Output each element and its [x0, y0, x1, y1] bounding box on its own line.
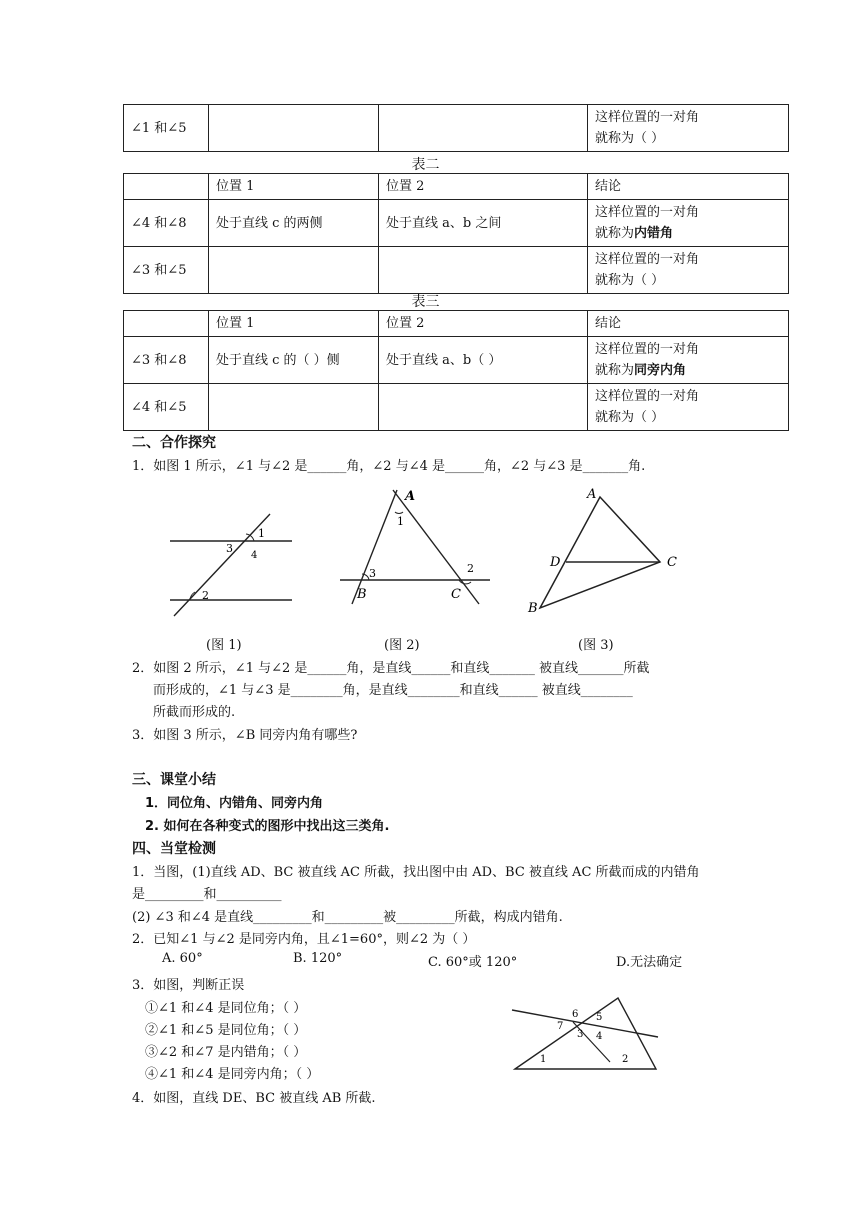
section3-item-1: 1．同位角、内错角、同旁内角: [145, 796, 324, 811]
conclusion-line: 就称为（ ）: [595, 131, 665, 146]
table-cell-conclusion: [588, 200, 789, 247]
table-cell-pos1: [209, 384, 379, 431]
section3-item-2: 2. 如何在各种变式的图形中找出这三类角.: [145, 819, 390, 834]
table-header-cell: [124, 311, 209, 337]
figure-4: [510, 992, 665, 1074]
section4-q2-option-c: C. 60°或 120°: [428, 955, 518, 970]
conclusion-prefix: 就称为: [595, 226, 635, 241]
section4-q2-option-b: B. 120°: [293, 951, 343, 966]
table3: [123, 310, 789, 431]
table-cell-pos1: [209, 105, 379, 152]
section2-q2-line1: 2．如图 2 所示，∠1 与∠2 是______角，是直线______和直线_______ 被直线_______所截: [132, 661, 650, 676]
fig4-label-3: 3: [577, 1029, 584, 1040]
table-cell-angles: ∠3 和∠8: [124, 337, 209, 384]
table-header-row: [124, 174, 789, 200]
fig4-label-2: 2: [622, 1054, 629, 1065]
table-row: [124, 105, 789, 152]
fig1-label-3: 3: [226, 542, 233, 555]
figure-2: [335, 484, 495, 608]
conclusion-line: 这样位置的一对角: [595, 252, 700, 267]
table-cell-pos2: [379, 247, 588, 294]
fig3-label-A: A: [587, 487, 597, 502]
section4-q2-option-a: A. 60°: [162, 951, 203, 966]
table2: [123, 173, 789, 294]
fig4-label-6: 6: [572, 1009, 579, 1020]
fig3-label-B: B: [528, 601, 538, 614]
conclusion-line: 就称为（ ）: [595, 410, 665, 425]
fig2-label-A: A: [405, 489, 416, 504]
table-row: [124, 200, 789, 247]
conclusion-line: 这样位置的一对角: [595, 389, 700, 404]
table-header-cell: 位置 2: [379, 174, 588, 200]
fig1-label-1: 1: [258, 527, 265, 540]
figure-3: [520, 484, 690, 614]
table-header-cell: [124, 174, 209, 200]
table-header-cell: 位置 2: [379, 311, 588, 337]
fig4-label-4: 4: [596, 1031, 603, 1042]
fig3-label-C: C: [667, 555, 677, 570]
table-row: [124, 337, 789, 384]
conclusion-line: 这样位置的一对角: [595, 342, 700, 357]
fig2-label-1: 1: [397, 515, 404, 528]
section4-q4: 4．如图，直线 DE、BC 被直线 AB 所截.: [132, 1091, 376, 1106]
section4-q1-line1: 1．当图，(1)直线 AD、BC 被直线 AC 所截，找出图中由 AD、BC 被直线 AC 所截而成的内错角: [132, 865, 700, 880]
table-cell-pos1: [209, 247, 379, 294]
section4-q3-item-1: ①∠1 和∠4 是同位角；（ ）: [145, 1001, 307, 1016]
table-cell-conclusion: [588, 247, 789, 294]
table-cell-angles: ∠3 和∠5: [124, 247, 209, 294]
section4-q3-item-2: ②∠1 和∠5 是同位角；（ ）: [145, 1023, 307, 1038]
section4-q1-line2: 是_________和__________: [132, 887, 282, 902]
section2-q3: 3．如图 3 所示，∠B 同旁内角有哪些?: [132, 728, 358, 743]
section4-q1-line3: (2) ∠3 和∠4 是直线_________和_________被_________所截，构成内错角.: [132, 910, 563, 925]
section4-q3: 3．如图，判断正误: [132, 978, 245, 993]
table-cell-pos2: [379, 384, 588, 431]
fig2-label-2: 2: [467, 562, 474, 575]
table-cell-pos1: 处于直线 c 的（ ）侧: [209, 337, 379, 384]
conclusion-line: [595, 223, 781, 244]
table-row: [124, 384, 789, 431]
fig3-label-D: D: [550, 555, 561, 570]
fig4-label-1: 1: [540, 1054, 547, 1065]
table-cell-angles: ∠4 和∠5: [124, 384, 209, 431]
figure-1: [160, 508, 300, 618]
table-cell-angles: ∠4 和∠8: [124, 200, 209, 247]
figure-3-caption: (图 3): [578, 638, 614, 653]
table-cell-angles: ∠1 和∠5: [124, 105, 209, 152]
section4-heading: 四、当堂检测: [132, 841, 216, 857]
table-cell-conclusion: [588, 105, 789, 152]
table-cell-pos2: [379, 105, 588, 152]
fig2-label-B: B: [357, 587, 367, 602]
section3-heading: 三、课堂小结: [132, 772, 216, 788]
table-cell-conclusion: [588, 384, 789, 431]
conclusion-prefix: 就称为: [595, 363, 635, 378]
table-header-row: [124, 311, 789, 337]
section4-q2: 2．已知∠1 与∠2 是同旁内角，且∠1=60°，则∠2 为（ ）: [132, 932, 476, 947]
term-neicuojiao: 内错角: [634, 226, 674, 241]
fig4-label-5: 5: [596, 1012, 603, 1023]
conclusion-line: 就称为（ ）: [595, 273, 665, 288]
table-row: [124, 247, 789, 294]
fig1-label-2: 2: [202, 589, 209, 602]
section4-q3-item-4: ④∠1 和∠4 是同旁内角；（ ）: [145, 1067, 320, 1082]
table1-partial: [123, 104, 789, 152]
table-header-cell: 位置 1: [209, 174, 379, 200]
conclusion-line: 这样位置的一对角: [595, 205, 700, 220]
fig2-label-3: 3: [369, 567, 376, 580]
fig2-label-C: C: [451, 587, 461, 602]
section4-q3-item-3: ③∠2 和∠7 是内错角；（ ）: [145, 1045, 307, 1060]
figure-2-caption: (图 2): [384, 638, 420, 653]
table3-caption: 表三: [411, 294, 440, 310]
table-header-cell: 位置 1: [209, 311, 379, 337]
section4-q2-option-d: D.无法确定: [616, 955, 683, 970]
table-cell-pos2: 处于直线 a、b 之间: [379, 200, 588, 247]
table2-caption: 表二: [411, 157, 440, 173]
fig4-label-7: 7: [557, 1021, 564, 1032]
table-cell-pos2: 处于直线 a、b（ ）: [379, 337, 588, 384]
figure-1-caption: (图 1): [206, 638, 242, 653]
fig1-label-4: 4: [251, 550, 258, 561]
section2-heading: 二、合作探究: [132, 435, 216, 451]
section2-q2-line3: 所截而形成的.: [153, 705, 236, 720]
section2-q2-line2: 而形成的，∠1 与∠3 是________角，是直线________和直线______ 被直线________: [153, 683, 633, 698]
table-header-cell: 结论: [588, 311, 789, 337]
conclusion-line: 这样位置的一对角: [595, 110, 700, 125]
section2-q1: 1．如图 1 所示，∠1 与∠2 是______角，∠2 与∠4 是______角，∠2 与∠3 是_______角.: [132, 459, 646, 474]
term-tongpangneijiao: 同旁内角: [634, 363, 687, 378]
table-header-cell: 结论: [588, 174, 789, 200]
table-cell-conclusion: [588, 337, 789, 384]
table-cell-pos1: 处于直线 c 的两侧: [209, 200, 379, 247]
conclusion-line: [595, 360, 781, 381]
